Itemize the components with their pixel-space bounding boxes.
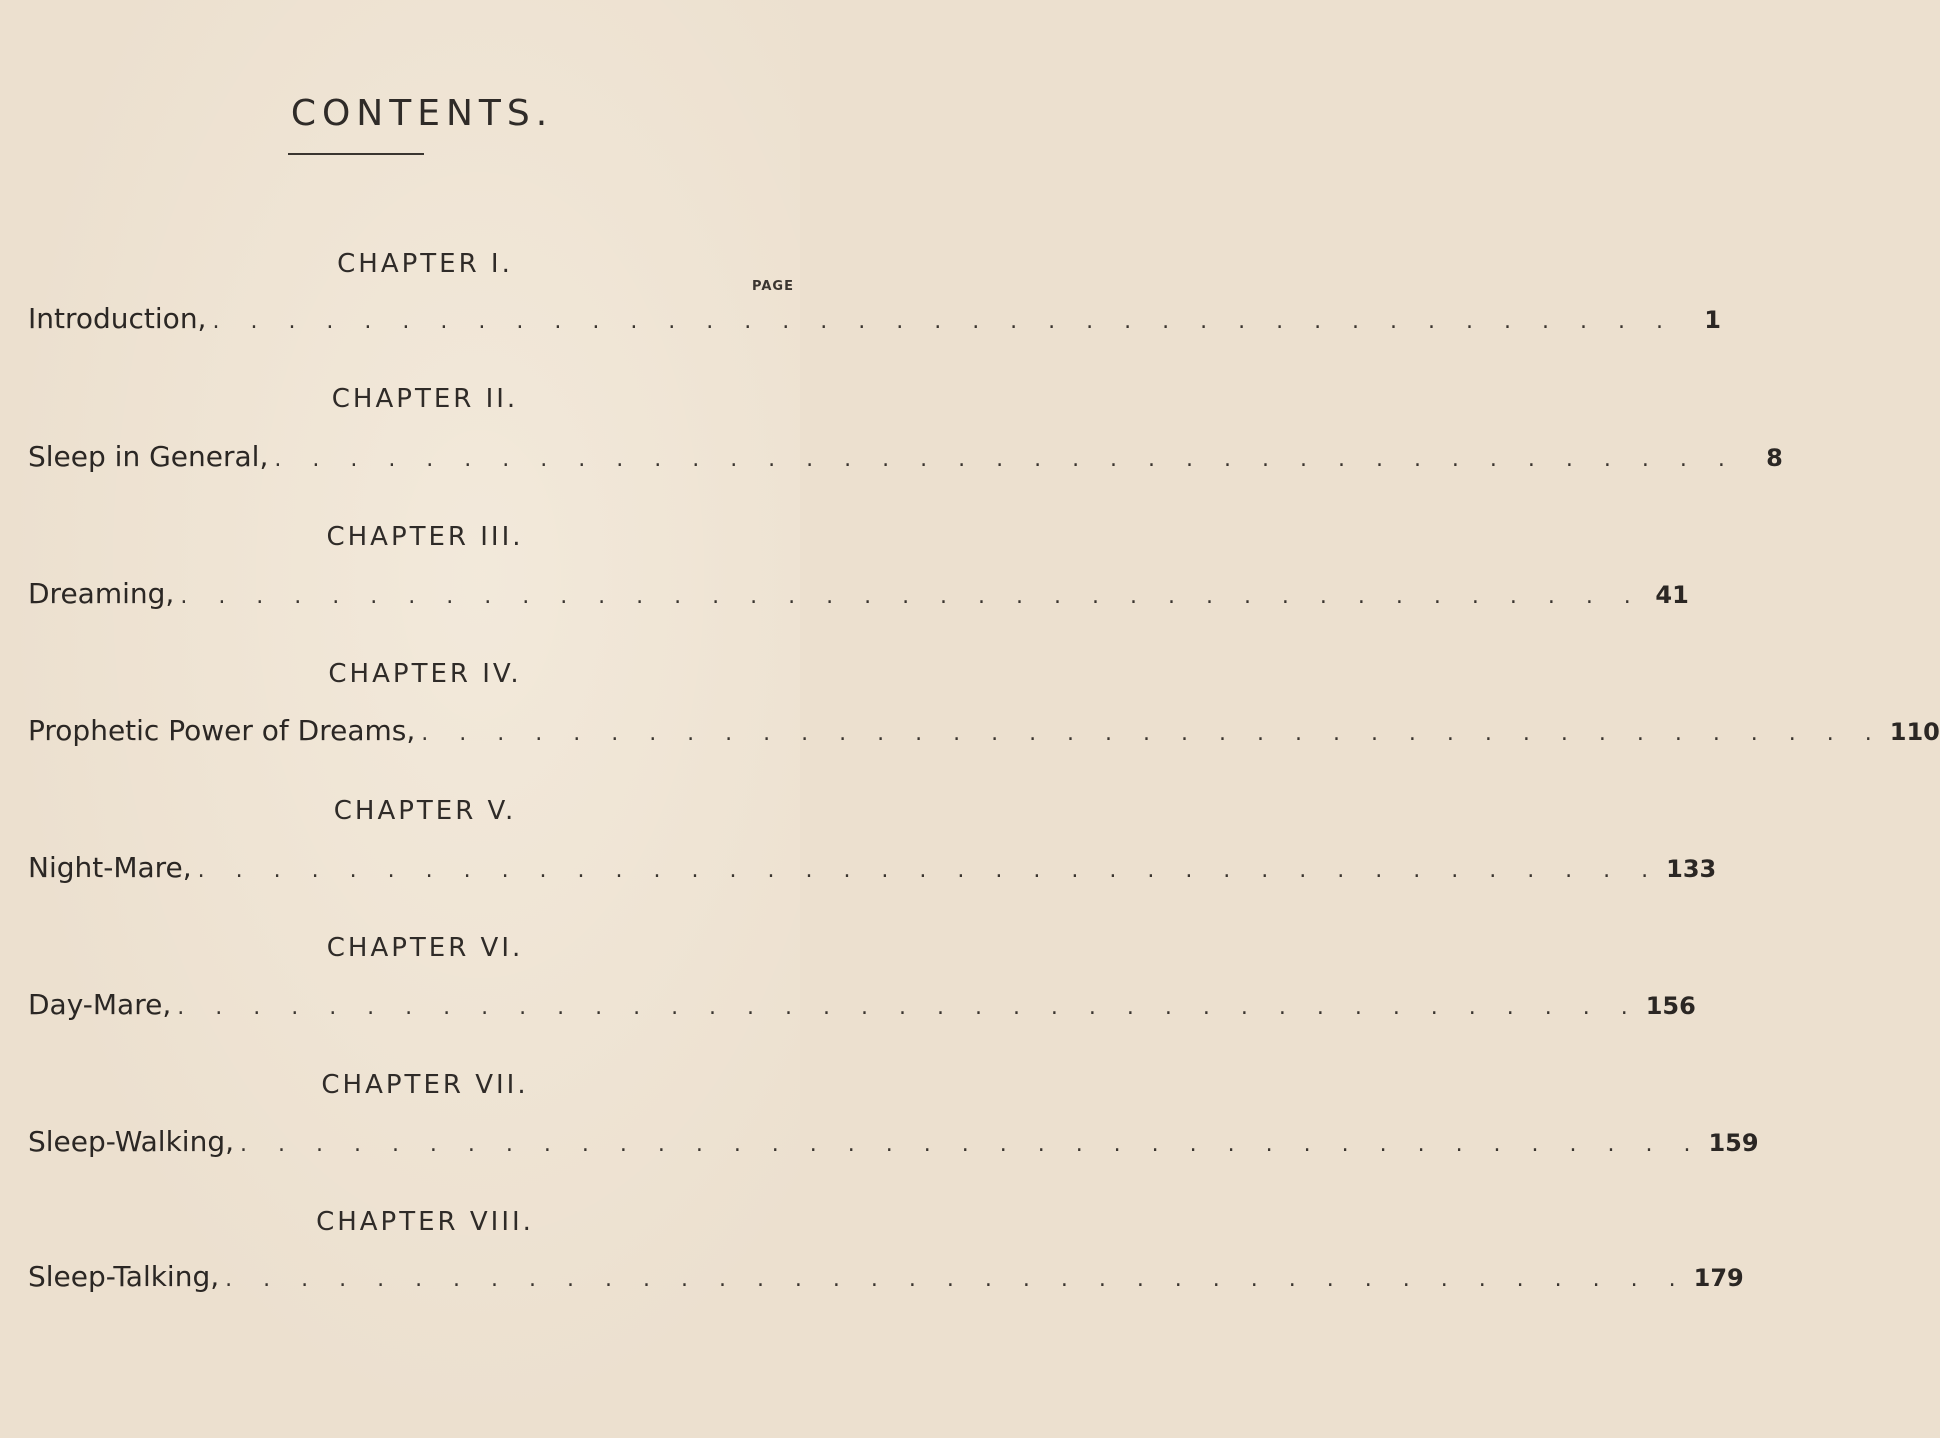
chapter-heading: CHAPTER VII. bbox=[321, 1070, 529, 1100]
toc-entry bbox=[28, 1125, 1759, 1165]
entry-title: Introduction, bbox=[28, 302, 207, 335]
heading-rule bbox=[288, 153, 424, 155]
entry-page-number: 110 bbox=[1889, 718, 1940, 746]
entry-page-number: 156 bbox=[1645, 992, 1696, 1020]
dot-leader: . . . . . . . . . . . . . . . . . . . . . . . . . . . . . . . . . . . . . . . bbox=[177, 995, 1640, 1020]
toc-entry bbox=[28, 988, 1696, 1028]
entry-title: Prophetic Power of Dreams, bbox=[28, 714, 416, 747]
entry-page-number: 179 bbox=[1693, 1264, 1744, 1292]
entry-title: Night-Mare, bbox=[28, 851, 192, 884]
chapter-heading: CHAPTER VI. bbox=[326, 933, 524, 963]
chapter-heading: CHAPTER VIII. bbox=[316, 1207, 534, 1237]
entry-title: Sleep in General, bbox=[28, 440, 269, 473]
chapter-heading: CHAPTER II. bbox=[331, 384, 519, 414]
chapter-heading: CHAPTER IV. bbox=[328, 659, 522, 689]
chapter-heading: CHAPTER I. bbox=[337, 249, 513, 279]
dot-leader: . . . . . . . . . . . . . . . . . . . . . . . . . . . . . . . . . . . . . . . bbox=[197, 858, 1661, 883]
toc-entry bbox=[28, 440, 1783, 480]
toc-entry bbox=[28, 577, 1689, 617]
dot-leader: . . . . . . . . . . . . . . . . . . . . . . . . . . . . . . . . . . . . . . . bbox=[240, 1132, 1703, 1157]
entry-title: Sleep-Talking, bbox=[28, 1260, 220, 1293]
dot-leader: . . . . . . . . . . . . . . . . . . . . . . . . . . . . . . . . . . . . . . . bbox=[225, 1267, 1688, 1292]
page-column-label: PAGE bbox=[752, 279, 794, 294]
toc-entry bbox=[28, 851, 1717, 891]
entry-title: Sleep-Walking, bbox=[28, 1125, 234, 1158]
toc-entry bbox=[28, 302, 1721, 342]
dot-leader: . . . . . . . . . . . . . . . . . . . . . . . . . . . . . . . . . . . . . . . bbox=[212, 309, 1675, 334]
contents-heading: CONTENTS. bbox=[290, 93, 554, 134]
entry-page-number: 133 bbox=[1666, 855, 1717, 883]
chapter-heading: CHAPTER III. bbox=[326, 522, 524, 552]
entry-page-number: 159 bbox=[1708, 1129, 1759, 1157]
entry-title: Dreaming, bbox=[28, 577, 175, 610]
dot-leader: . . . . . . . . . . . . . . . . . . . . . . . . . . . . . . . . . . . . . . . bbox=[180, 584, 1643, 609]
chapter-heading: CHAPTER V. bbox=[333, 796, 517, 826]
entry-page-number: 8 bbox=[1766, 444, 1783, 472]
entry-page-number: 41 bbox=[1655, 581, 1689, 609]
toc-entry bbox=[28, 714, 1940, 754]
toc-entry bbox=[28, 1260, 1744, 1300]
dot-leader: . . . . . . . . . . . . . . . . . . . . . . . . . . . . . . . . . . . . . . . bbox=[274, 447, 1737, 472]
entry-page-number: 1 bbox=[1704, 306, 1721, 334]
dot-leader: . . . . . . . . . . . . . . . . . . . . . . . . . . . . . . . . . . . . . . . bbox=[421, 721, 1884, 746]
entry-title: Day-Mare, bbox=[28, 988, 172, 1021]
